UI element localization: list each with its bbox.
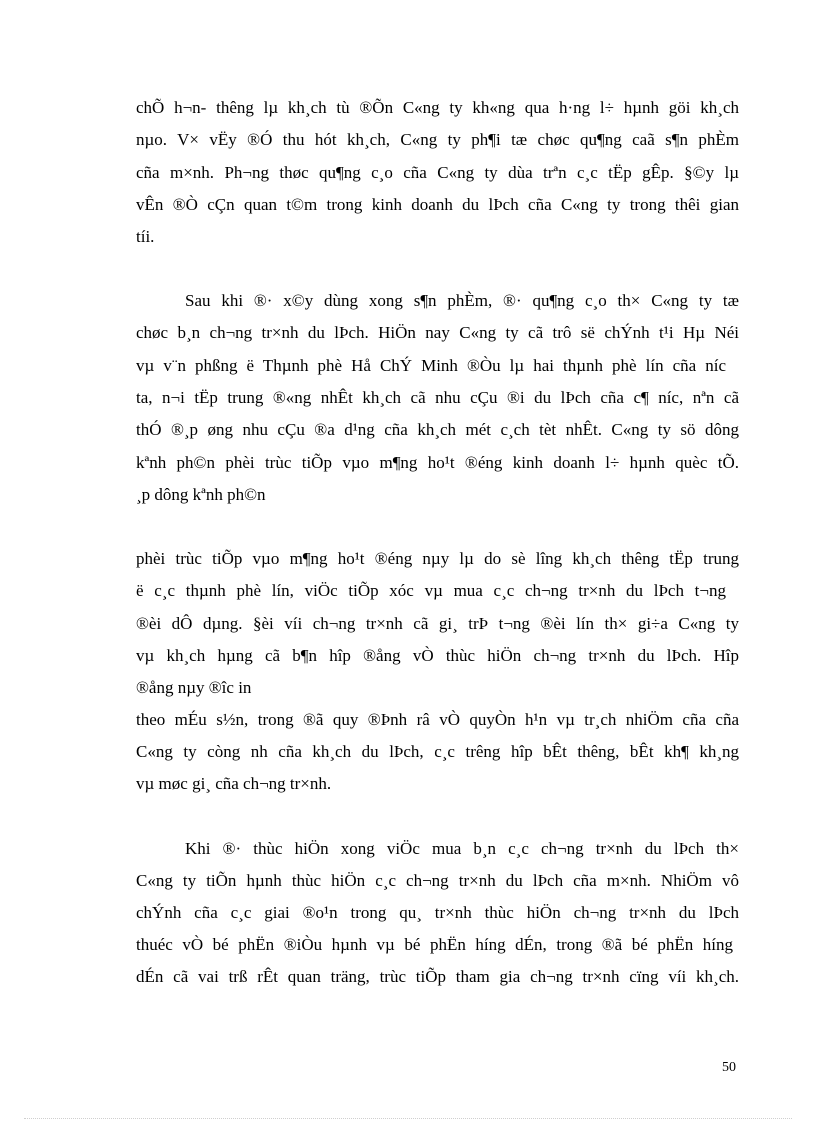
- text-line: Khi ®· thùc hiÖn xong viÖc mua b¸n c¸c ch¬ng tr×nh du lÞch th×: [185, 839, 739, 858]
- text-line: C«ng ty còng nh cña kh¸ch du lÞch, c¸c trêng hîp bÊt thêng, bÊt kh¶ kh¸ng: [136, 742, 739, 761]
- text-line: vµ kh¸ch hµng cã b¶n hîp ®ång vÒ thùc hiÖn ch¬ng tr×nh du lÞch. Hîp: [136, 646, 739, 665]
- text-line: Sau khi ®· x©y dùng xong s¶n phÈm, ®· qu¶ng c¸o th× C«ng ty tæ: [185, 291, 739, 310]
- text-line: ta, n¬i tËp trung ®«ng nhÊt kh¸ch cã nhu cÇu ®i du lÞch cña c¶ níc, nªn cã: [136, 388, 739, 407]
- page-number: 50: [722, 1060, 736, 1075]
- text-line: ®èi dÔ dµng. §èi víi ch¬ng tr×nh cã gi¸ trÞ t¬ng ®èi lín th× gi÷a C«ng ty: [136, 614, 739, 633]
- text-line: vµ v¨n phßng ë Thµnh phè Hå ChÝ Minh ®Òu lµ hai thµnh phè lín cña níc: [136, 356, 726, 375]
- text-line: kªnh ph©n phèi trùc tiÕp vµo m¶ng ho¹t ®éng kinh doanh l÷ hµnh quèc tÕ.: [136, 453, 739, 472]
- text-line: thÓ ®¸p øng nhu cÇu ®a d¹ng cña kh¸ch mét c¸ch tèt nhÊt. C«ng ty sö dông: [136, 420, 739, 439]
- text-line: ®ång nµy ®îc in: [136, 678, 252, 697]
- text-line: tíi.: [136, 227, 155, 246]
- text-line: vµ møc gi¸ cña ch¬ng tr×nh.: [136, 774, 332, 793]
- text-line: chÕ h¬n- thêng lµ kh¸ch tù ®Õn C«ng ty kh«ng qua h·ng l÷ hµnh göi kh¸ch: [136, 98, 739, 117]
- text-line: C«ng ty tiÕn hµnh thùc hiÖn c¸c ch¬ng tr×nh du lÞch cña m×nh. NhiÖm vô: [136, 871, 739, 890]
- text-line: ¸p dông kªnh ph©n: [136, 485, 266, 504]
- text-line: phèi trùc tiÕp vµo m¶ng ho¹t ®éng nµy lµ do sè lîng kh¸ch thêng tËp trung: [136, 549, 739, 568]
- text-line: vÊn ®Ò cÇn quan t©m trong kinh doanh du lÞch cña C«ng ty trong thêi gian: [136, 195, 739, 214]
- text-line: dÉn cã vai trß rÊt quan träng, trùc tiÕp tham gia ch¬ng tr×nh cïng víi kh¸ch.: [136, 967, 739, 986]
- text-line: chÝnh cña c¸c giai ®o¹n trong qu¸ tr×nh thùc hiÖn ch¬ng tr×nh du lÞch: [136, 903, 739, 922]
- text-line: cña m×nh. Ph¬ng thøc qu¶ng c¸o cña C«ng ty dùa trªn c¸c tËp gÊp. §©y lµ: [136, 163, 739, 182]
- text-line: chøc b¸n ch¬ng tr×nh du lÞch. HiÖn nay C«ng ty cã trô së chÝnh t¹i Hµ Néi: [136, 323, 739, 342]
- text-line: thuéc vÒ bé phËn ®iÒu hµnh vµ bé phËn híng dÉn, trong ®ã bé phËn híng: [136, 935, 733, 954]
- text-line: nµo. V× vËy ®Ó thu hót kh¸ch, C«ng ty ph¶i tæ chøc qu¶ng caã s¶n phÈm: [136, 130, 739, 149]
- text-line: theo mÉu s½n, trong ®ã quy ®Þnh râ vÒ quyÒn h¹n vµ tr¸ch nhiÖm cña cña: [136, 710, 739, 729]
- page-bottom-border: [24, 1118, 792, 1119]
- text-line: ë c¸c thµnh phè lín, viÖc tiÕp xóc vµ mua c¸c ch¬ng tr×nh du lÞch t¬ng: [136, 581, 726, 600]
